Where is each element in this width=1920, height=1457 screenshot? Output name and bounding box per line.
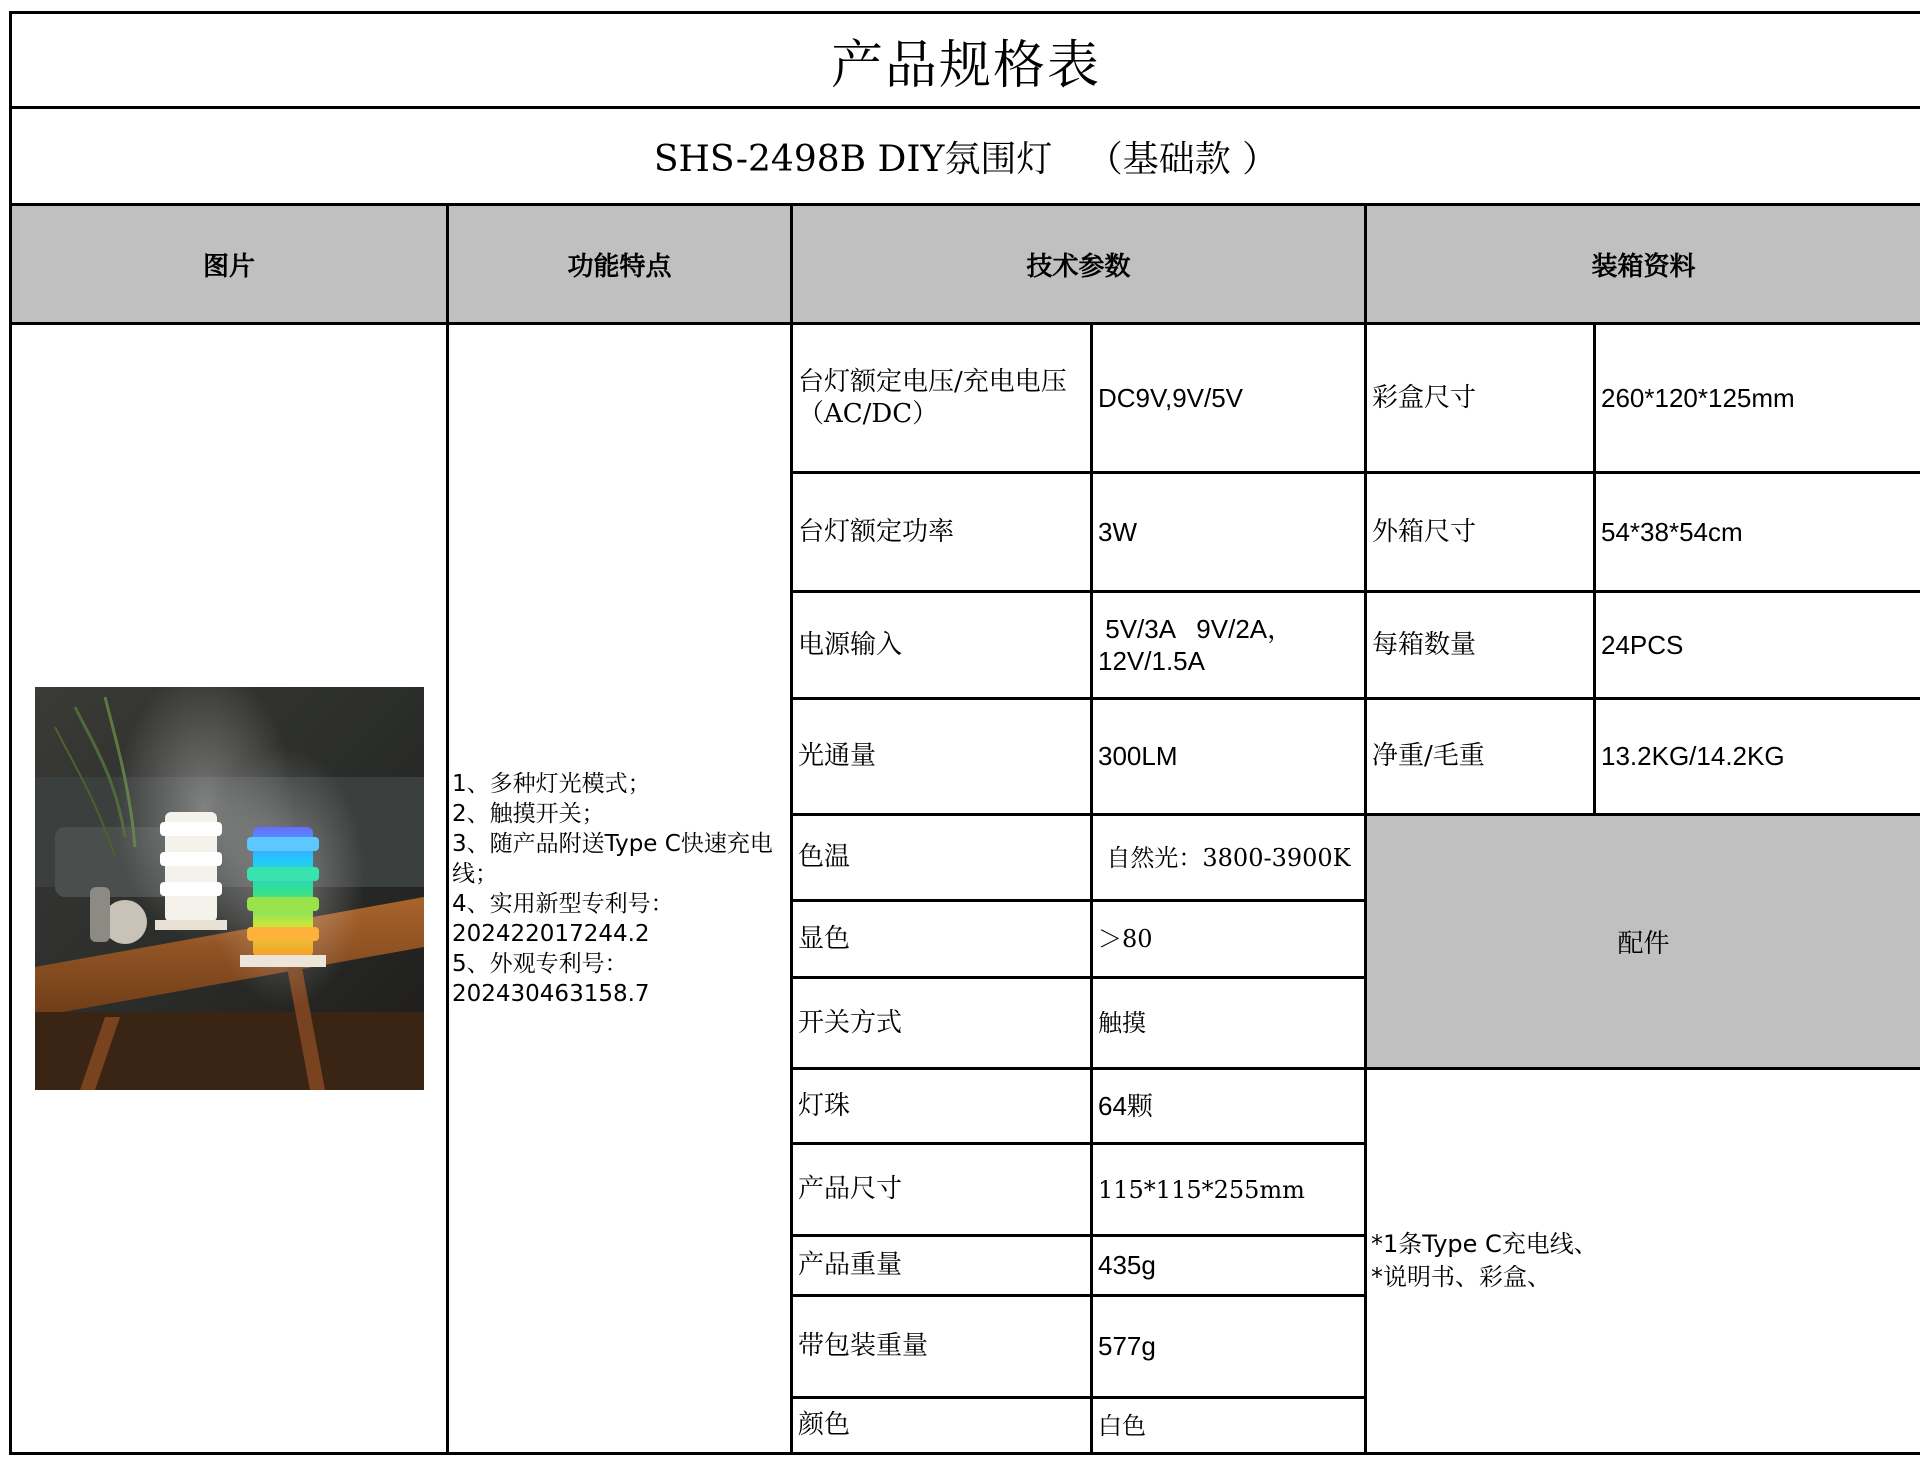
packing-label: 净重/毛重 [1366, 699, 1595, 815]
tech-label: 开关方式 [792, 978, 1092, 1069]
tech-label: 电源输入 [792, 592, 1092, 699]
packing-value: 54*38*54cm [1595, 473, 1920, 592]
picture-cell [11, 324, 448, 1454]
tech-label: 颜色 [792, 1398, 1092, 1454]
packing-label: 每箱数量 [1366, 592, 1595, 699]
tech-label: 色温 [792, 815, 1092, 901]
feature-line: 5、外观专利号： [452, 950, 628, 977]
header-picture: 图片 [11, 205, 448, 324]
spec-table [9, 11, 1920, 1455]
model-name: SHS-2498B DIY氛围灯 （基础款 ） [11, 108, 1920, 205]
feature-line: 1、多种灯光模式； [452, 770, 651, 797]
accessories-header: 配件 [1366, 815, 1920, 1069]
header-tech-params: 技术参数 [792, 205, 1366, 324]
packing-value: 24PCS [1595, 592, 1920, 699]
features-cell [448, 324, 792, 1454]
tech-value: 自然光：3800-3900K [1092, 815, 1366, 901]
packing-value: 13.2KG/14.2KG [1595, 699, 1920, 815]
feature-line: 2、触摸开关； [452, 800, 605, 827]
tech-label: 带包装重量 [792, 1296, 1092, 1398]
tech-label: 台灯额定功率 [792, 473, 1092, 592]
tech-value: ＞80 [1092, 901, 1366, 978]
lamp-product-photo [35, 687, 424, 1090]
tech-label: 灯珠 [792, 1069, 1092, 1144]
tech-label: 光通量 [792, 699, 1092, 815]
spec-sheet [9, 11, 1920, 1457]
tech-label: 显色 [792, 901, 1092, 978]
accessories-list [1366, 1069, 1920, 1454]
feature-line: 4、实用新型专利号： [452, 890, 674, 917]
packing-label: 彩盒尺寸 [1366, 324, 1595, 473]
feature-line: 202430463158.7 [452, 980, 650, 1007]
tech-value: 64颗 [1092, 1069, 1366, 1144]
accessory-item: *说明书、彩盒、 [1371, 1263, 1551, 1291]
tech-value: 115*115*255mm [1092, 1144, 1366, 1236]
feature-line: 3、随产品附送Type C快速充电 [452, 830, 773, 857]
tech-value: DC9V,9V/5V [1092, 324, 1366, 473]
tech-value: 300LM [1092, 699, 1366, 815]
feature-line: 202422017244.2 [452, 920, 650, 947]
tech-value: 3W [1092, 473, 1366, 592]
tech-value: 触摸 [1092, 978, 1366, 1069]
accessory-item: *1条Type C充电线、 [1371, 1230, 1598, 1258]
tech-label: 产品尺寸 [792, 1144, 1092, 1236]
tech-label: 产品重量 [792, 1236, 1092, 1296]
packing-label: 外箱尺寸 [1366, 473, 1595, 592]
tech-value: 白色 [1092, 1398, 1366, 1454]
tech-value: 5V/3A 9V/2A，12V/1.5A [1092, 592, 1366, 699]
tech-value: 577g [1092, 1296, 1366, 1398]
tech-label: 台灯额定电压/充电电压（AC/DC） [792, 324, 1092, 473]
header-packing: 装箱资料 [1366, 205, 1920, 324]
sheet-title: 产品规格表 [11, 13, 1920, 108]
feature-line: 线； [452, 860, 498, 887]
tech-value: 435g [1092, 1236, 1366, 1296]
header-features: 功能特点 [448, 205, 792, 324]
packing-value: 260*120*125mm [1595, 324, 1920, 473]
